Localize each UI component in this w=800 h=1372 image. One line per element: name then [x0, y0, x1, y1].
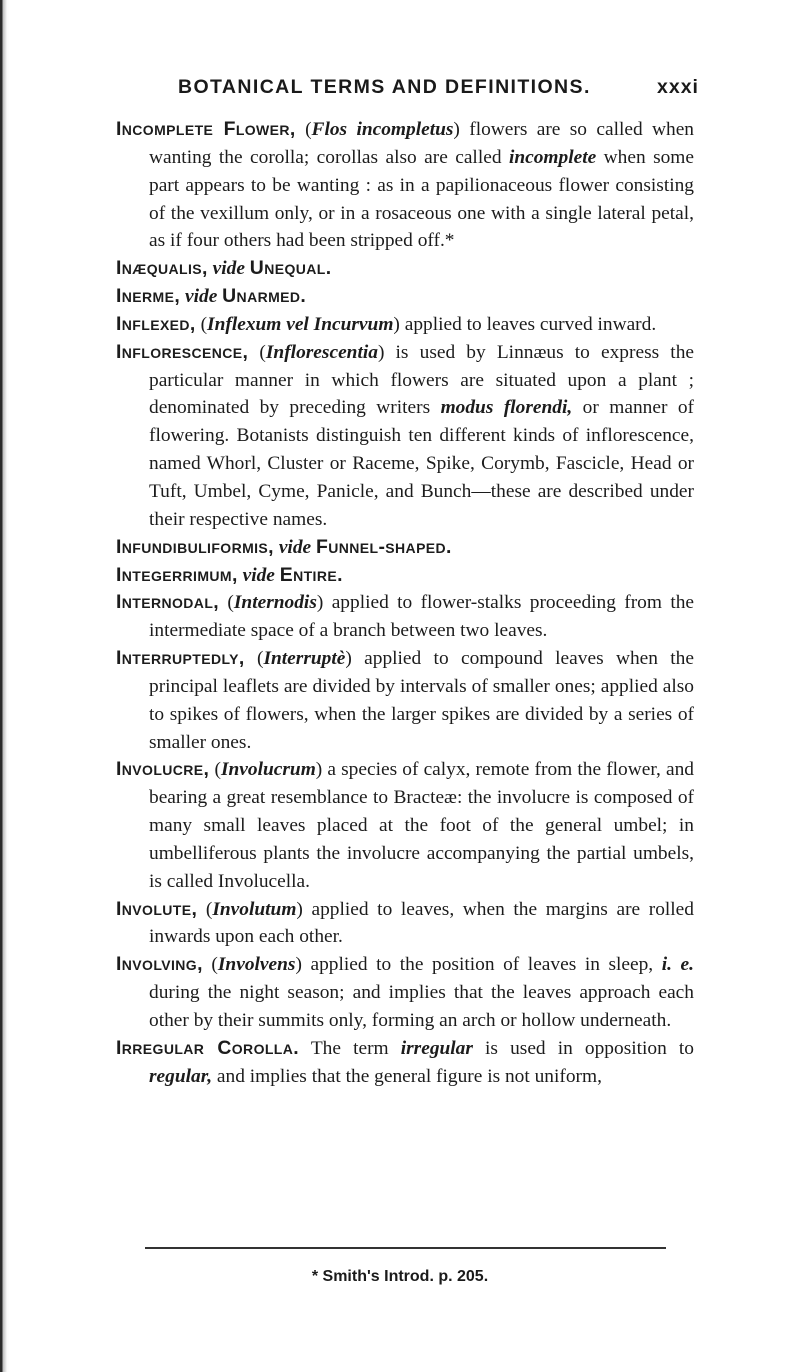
footnote-rule — [145, 1247, 666, 1249]
entry-vide: vide — [278, 536, 312, 558]
entry-term: Internodal, — [116, 591, 220, 614]
entry-cross-reference: Funnel-shaped. — [315, 535, 452, 558]
entry-term: Involute, — [116, 897, 198, 920]
entry-latin: Interruptè — [263, 648, 346, 670]
entry-involute: Involute, (Involutum) applied to leaves, when the margins are rolled inwards upon each other. — [116, 897, 694, 948]
entry-text: applied to the position of leaves in sleep, — [310, 954, 654, 976]
entry-text: flowers are so called when wanting the corolla; corollas also are called — [149, 119, 695, 168]
entry-term: Integerrimum, — [116, 563, 238, 586]
entry-text: applied to leaves, when the margins are rolled inwards upon each other. — [149, 898, 694, 948]
entry-text: The term — [310, 1037, 389, 1059]
entry-incomplete-flower: Incomplete Flower, (Flos incompletus) flowers are so called when wanting the corolla; corollas also are called incomplete when some part appears to be wanting : as in a papilionaceous flower consisting of the vexillum only, or in a rosaceous one with a single lateral petal, as if four others had been stripped off.* — [116, 118, 695, 252]
entry-text: applied to leaves curved inward. — [404, 313, 657, 335]
entry-cross-reference: Unarmed. — [222, 285, 307, 308]
entry-latin: Flos incompletus — [311, 119, 454, 140]
entry-term: Interruptedly, — [116, 647, 245, 670]
entry-term: Irregular Corolla. — [116, 1036, 300, 1059]
entry-emphasis: i. e. — [661, 954, 694, 976]
entry-interruptedly: Interruptedly, (Interruptè) applied to compound leaves when the principal leaflets are divided by intervals of smaller ones; applied also to spikes of flowers, when the larger spikes are divided by a series of smaller ones. — [116, 647, 694, 753]
entry-vide: vide — [212, 258, 245, 280]
entry-term: Incomplete Flower, — [116, 118, 296, 140]
entry-emphasis: incomplete — [508, 146, 597, 168]
entry-integerrimum — [116, 562, 694, 590]
entry-latin: Involvens — [217, 954, 296, 976]
entry-inerme — [116, 283, 694, 311]
entry-involucre: Involucre, (Involucrum) a species of calyx, remote from the flower, and bearing a great resemblance to Bracteæ: the involucre is composed of many small leaves placed at the foot of the general umbel; in umbelliferous plants the involucre accompanying the partial umbels, is called Involucella. — [116, 758, 695, 892]
entry-text: applied to flower-stalks proceeding from the intermediate space of a branch between two leaves. — [149, 592, 695, 642]
entry-vide: vide — [242, 564, 275, 586]
page-header — [0, 76, 800, 106]
entry-infundibuliformis — [116, 534, 694, 562]
entry-text: during the night season; and implies that the leaves approach each other by their summits only, forming an arch or hollow underneath. — [149, 982, 694, 1031]
entry-latin: Inflexum vel Incurvum — [207, 313, 394, 335]
entry-inaequalis — [116, 255, 694, 283]
entry-latin: Involucrum — [220, 759, 316, 781]
entry-term: Inerme, — [116, 285, 181, 308]
entry-text: is used by Linnæus to express the particular manner in which flowers are situated upon a plant ; denominated by preceding writers — [149, 341, 694, 419]
entry-inflorescence: Inflorescence, (Inflorescentia) is used by Linnæus to express the particular manner in which flowers are situated upon a plant ; denominated by preceding writers modus florendi, or manner of flowering. Botanists distinguish ten different kinds of inflorescence, named Whorl, Cluster or Raceme, Spike, Corymb, Fascicle, Head or Tuft, Umbel, Cyme, Panicle, and Bunch—these are described under their respective names. — [116, 340, 694, 530]
entry-latin: Involutum — [212, 898, 297, 920]
entry-irregular-corolla — [116, 1035, 694, 1091]
entry-term: Inflorescence, — [116, 340, 249, 363]
entry-inflexed: Inflexed, (Inflexum vel Incurvum) applied to leaves curved inward. — [116, 312, 657, 335]
entry-text: is used in opposition to — [485, 1037, 694, 1059]
entry-cross-reference: Entire. — [279, 563, 343, 586]
footnote: * Smith's Introd. p. 205. — [311, 1268, 489, 1285]
entry-emphasis: modus florendi, — [440, 397, 573, 419]
entry-text: and implies that the general figure is not uniform, — [216, 1065, 602, 1087]
glossary-entries — [116, 116, 694, 1091]
running-title: BOTANICAL TERMS AND DEFINITIONS. — [178, 76, 591, 98]
entry-internodal: Internodal, (Internodis) applied to flower-stalks proceeding from the intermediate space of a branch between two leaves. — [116, 591, 695, 642]
entry-text: applied to compound leaves when the principal leaflets are divided by intervals of smaller ones; applied also to spikes of flowers, when the larger spikes are divided by a series of smaller ones. — [149, 648, 694, 753]
entry-term: Infundibuliformis, — [116, 535, 274, 558]
page-number: xxxi — [657, 76, 699, 98]
entry-vide: vide — [185, 286, 218, 308]
entry-emphasis: regular, — [149, 1065, 213, 1087]
entry-involving: Involving, (Involvens) applied to the position of leaves in sleep, i. e. during the night season; and implies that the leaves approach each other by their summits only, forming an arch or hollow underneath. — [116, 953, 694, 1031]
entry-text: when some part appears to be wanting : as in a papilionaceous flower consisting of the vexillum only, or in a rosaceous one with a single lateral petal, as if four others had been stripped off.* — [149, 146, 694, 252]
entry-latin: Inflorescentia — [265, 341, 378, 363]
entry-emphasis: irregular — [400, 1037, 473, 1059]
entry-text: a species of calyx, remote from the flower, and bearing a great resemblance to Bracteæ: the involucre is composed of many small leaves placed at the foot of the general umbel; in umbelliferous plants the involucre accompanying the partial umbels, is called Involucella. — [149, 759, 695, 892]
entry-cross-reference: Unequal. — [249, 257, 332, 280]
entry-term: Involucre, — [116, 758, 210, 781]
entry-latin: Internodis — [233, 592, 317, 614]
entry-term: Involving, — [116, 953, 203, 976]
entry-text: or manner of flowering. Botanists distinguish ten different kinds of inflorescence, named Whorl, Cluster or Raceme, Spike, Corymb, Fascicle, Head or Tuft, Umbel, Cyme, Panicle, and Bunch—these are described under their respective names. — [149, 397, 694, 530]
entry-term: Inæqualis, — [116, 257, 208, 280]
entry-term: Inflexed, — [116, 312, 196, 335]
